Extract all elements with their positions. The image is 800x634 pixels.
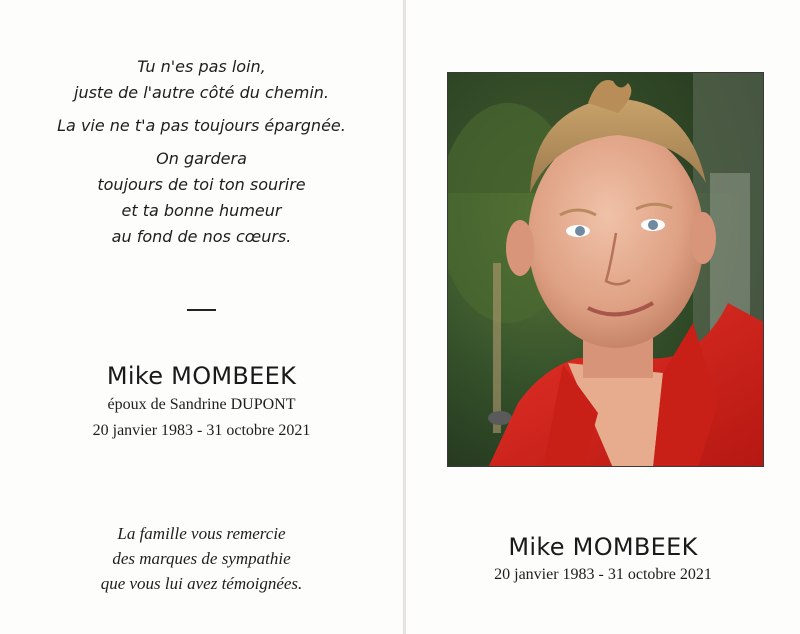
poem-line: On gardera: [156, 149, 247, 168]
poem-line: et ta bonne humeur: [121, 201, 282, 220]
poem-stanza-2: [0, 113, 403, 139]
thanks-message: [0, 521, 403, 596]
portrait-photo: [447, 72, 764, 467]
poem-stanza-3: [0, 146, 403, 250]
poem-stanza-1: [0, 54, 403, 106]
poem-line: juste de l'autre côté du chemin.: [74, 83, 329, 102]
poem-line: La vie ne t'a pas toujours épargnée.: [57, 116, 346, 135]
life-dates-right: 20 janvier 1983 - 31 octobre 2021: [494, 566, 712, 583]
separator-dash: [187, 309, 216, 311]
poem-line: toujours de toi ton sourire: [97, 175, 306, 194]
poem-line: au fond de nos cœurs.: [111, 227, 292, 246]
deceased-name: Mike MOMBEEK: [106, 362, 297, 390]
deceased-name-right: Mike MOMBEEK: [508, 533, 698, 561]
life-dates: 20 janvier 1983 - 31 octobre 2021: [92, 422, 311, 439]
thanks-line: La famille vous remercie: [117, 524, 286, 543]
thanks-line: des marques de sympathie: [112, 549, 291, 568]
thanks-line: que vous lui avez témoignées.: [100, 574, 303, 593]
poem-line: Tu n'es pas loin,: [137, 57, 266, 76]
spouse-line: époux de Sandrine DUPONT: [107, 396, 296, 413]
